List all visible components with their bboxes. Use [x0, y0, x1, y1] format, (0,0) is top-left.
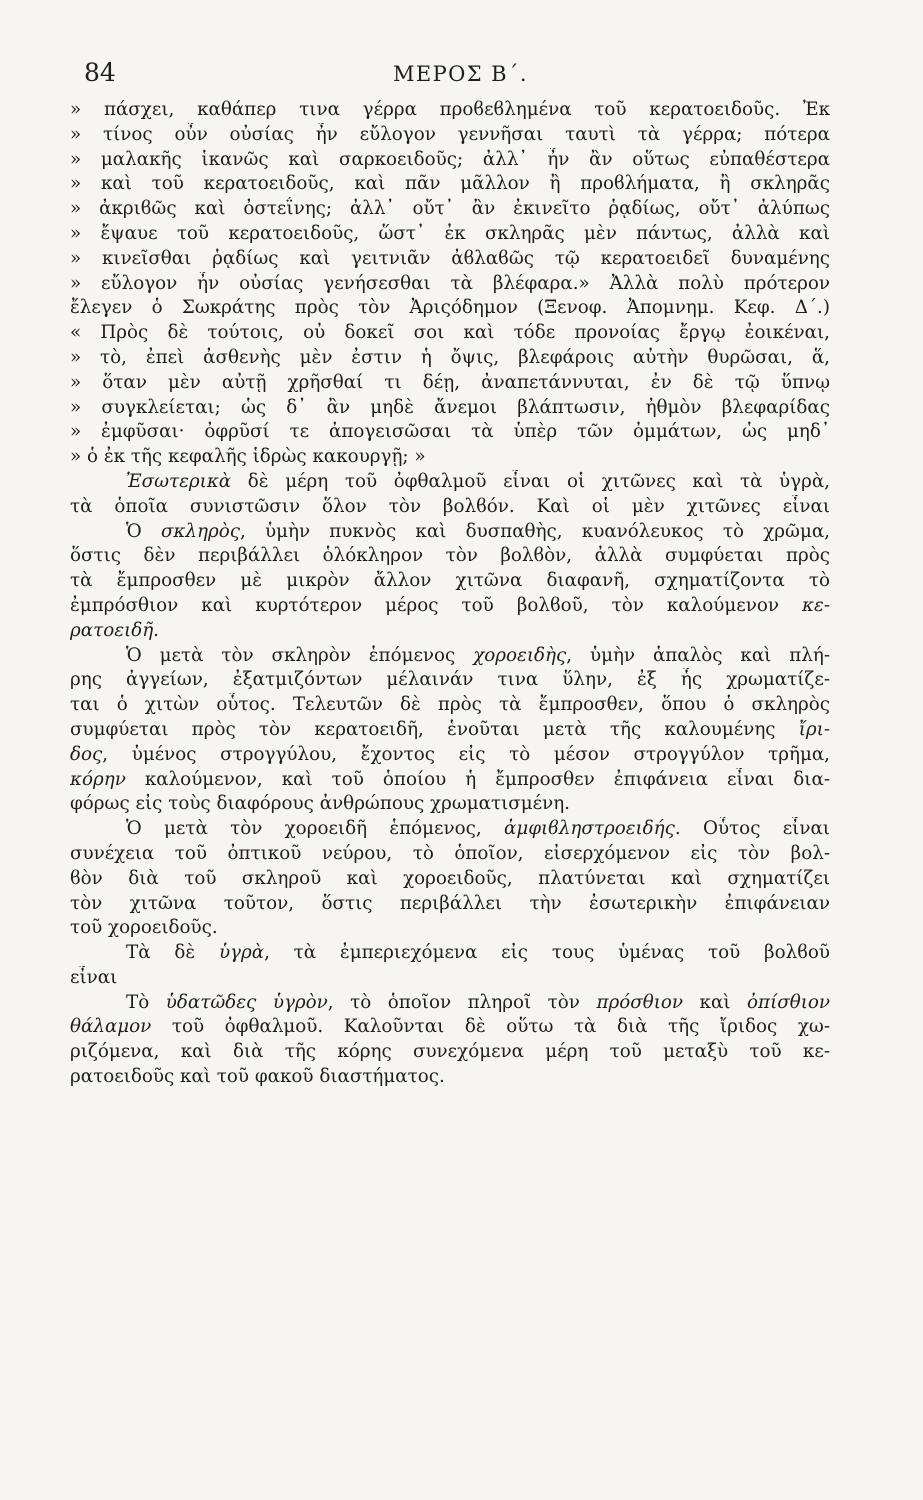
text-span: , ὑμὴν ἁπαλὸς καὶ πλή-: [566, 644, 830, 666]
text-span: , τὸ ὁποῖον πληροῖ τὸν: [327, 991, 597, 1013]
text-line: ρης ἀγγείων, ἐξατμιζόντων μέλαινάν τινα ὕλην, ἐξ ἧς χρωματίζε-: [70, 669, 830, 691]
paragraph-first-line: [70, 817, 830, 842]
text-span: Ὁ μετὰ τὸν σκληρὸν ἑπόμενος: [126, 644, 474, 666]
text-line: » τὸ, ἐπεὶ ἀσθενὴς μὲν ἐστιν ἡ ὄψις, βλεφάροις αὐτὴν θυρῶσαι, ἅ,: [70, 346, 830, 368]
text-line: [70, 768, 830, 793]
text-line: [70, 743, 830, 768]
text-span: . Οὗτος εἶναι: [674, 818, 830, 840]
text-line: συνέχεια τοῦ ὀπτικοῦ νεύρου, τὸ ὁποῖον, εἰσερχόμενον εἰς τὸν βολ-: [70, 842, 830, 864]
text-line: » ἔψαυε τοῦ κερατοειδοῦς, ὥστ᾽ ἐκ σκληρᾶς μὲν πάντως, ἀλλὰ καὶ: [70, 222, 830, 244]
italic-term: ὑγρὰ: [218, 942, 265, 964]
text-span: καὶ: [683, 991, 748, 1013]
text-line: » κινεῖσθαι ῥᾳδίως καὶ γειτνιᾶν ἀϐλαϐῶς τῷ κερατοειδεῖ δυναμένης: [70, 247, 830, 269]
text-line: » ἀκριϐῶς καὶ ὀστεΐνης; ἀλλ᾽ οὔτ᾽ ἂν ἐκινεῖτο ῥᾳδίως, οὔτ᾽ ἀλύπως: [70, 198, 830, 220]
text-line: ρατοειδοῦς καὶ τοῦ φακοῦ διαστήματος.: [70, 1066, 445, 1088]
text-span: Τὰ δὲ: [126, 942, 219, 964]
text-span: δὲ μέρη τοῦ ὀφθαλμοῦ εἶναι οἱ χιτῶνες καὶ τὰ ὑγρὰ,: [231, 470, 830, 492]
text-line: » μαλακῆς ἱκανῶς καὶ σαρκοειδοῦς; ἀλλ᾽ ἦν ἂν οὕτως εὐπαθέστερα: [70, 148, 830, 170]
italic-term: πρόσθιον: [596, 991, 683, 1013]
paragraph-first-line: [70, 520, 830, 545]
text-line: » συγκλείεται; ὡς δ᾽ ἂν μηδὲ ἄνεμοι βλάπτωσιν, ἠθμὸν βλεφαρίδας: [70, 396, 830, 418]
text-line: » ὁ ἐκ τῆς κεφαλῆς ἱδρὼς κακουργῇ; »: [70, 446, 426, 468]
text-line: » ὅταν μὲν αὐτῇ χρῆσθαί τι δέῃ, ἀναπετάννυται, ἐν δὲ τῷ ὕπνῳ: [70, 371, 830, 393]
italic-term: κε-: [802, 594, 830, 616]
page-header: [0, 58, 923, 92]
paragraph-first-line: [70, 470, 830, 495]
italic-term: σκληρὸς: [160, 520, 240, 542]
paragraph-first-line: [70, 644, 830, 669]
italic-term: κόρην: [70, 768, 126, 790]
text-line: ϐὸν διὰ τοῦ σκληροῦ καὶ χοροειδοῦς, πλατύνεται καὶ σχηματίζει: [70, 867, 830, 889]
text-line: τοῦ χοροειδοῦς.: [70, 917, 218, 939]
text-line: τὰ ὁποῖα συνιστῶσιν ὅλον τὸν βολϐόν. Καὶ οἱ μὲν χιτῶνες εἶναι: [70, 495, 830, 517]
text-line: » ἐμφῦσαι· ὀφρῦσί τε ἀπογεισῶσαι τὰ ὑπὲρ τῶν ὀμμάτων, ὡς μηδ᾽: [70, 421, 830, 443]
italic-term: ὑδατῶδες ὑγρὸν: [165, 991, 328, 1013]
italic-term: θάλαμον: [70, 1016, 152, 1038]
italic-term: χοροειδὴς: [473, 644, 567, 666]
italic-term: ρατοειδῆ.: [70, 619, 159, 641]
text-line: ὅστις δὲν περιβάλλει ὁλόκληρον τὸν βολϐὸν, ἀλλὰ συμφύεται πρὸς: [70, 545, 830, 567]
text-line: [70, 1015, 830, 1040]
body-text: [70, 98, 830, 1090]
text-span: , ὑμὴν πυκνὸς καὶ δυσπαθὴς, κυανόλευκος τὸ χρῶμα,: [239, 520, 830, 542]
text-line: ριζόμενα, καὶ διὰ τῆς κόρης συνεχόμενα μέρη τοῦ μεταξὺ τοῦ κε-: [70, 1041, 830, 1063]
text-span: καλούμενον, καὶ τοῦ ὁποίου ἡ ἔμπροσθεν ἐπιφάνεια εἶναι δια-: [125, 768, 830, 790]
text-span: , τὰ ἐμπεριεχόμενα εἰς τους ὑμένας τοῦ βολϐοῦ: [264, 942, 830, 964]
page-number: 84: [84, 58, 116, 87]
text-line: » εὔλογον ἦν οὐσίας γενήσεσθαι τὰ βλέφαρα.» Ἀλλὰ πολὺ πρότερον: [70, 272, 830, 294]
text-line: εἶναι: [70, 966, 118, 988]
running-title: ΜΕΡΟΣ Β΄.: [393, 62, 528, 86]
text-line: ἔλεγεν ὁ Σωκράτης πρὸς τὸν Ἀριςόδημον (Ξενοφ. Ἀπομνημ. Κεφ. Δ΄.): [70, 297, 830, 319]
paragraph-first-line: [70, 991, 830, 1016]
text-line: ται ὁ χιτὼν οὗτος. Τελευτῶν δὲ πρὸς τὰ ἔμπροσθεν, ὅπου ὁ σκληρὸς: [70, 694, 830, 716]
text-span: Τὸ: [126, 991, 166, 1013]
text-line: » πάσχει, καθάπερ τινα γέρρα προϐεϐλημένα τοῦ κερατοειδοῦς. Ἐκ: [70, 99, 830, 120]
italic-term: δος: [70, 743, 103, 765]
text-line: « Πρὸς δὲ τούτοις, οὐ δοκεῖ σοι καὶ τόδε προνοίας ἔργῳ ἐοικέναι,: [70, 322, 830, 344]
text-line: [70, 718, 830, 743]
italic-term: ὀπίσθιον: [747, 991, 830, 1013]
italic-term: ἴρι-: [798, 718, 830, 740]
text-line: » καὶ τοῦ κερατοειδοῦς, καὶ πᾶν μᾶλλον ἢ προϐλήματα, ἢ σκληρᾶς: [70, 173, 830, 195]
text-span: ἐμπρόσθιον καὶ κυρτότερον μέρος τοῦ βολϐοῦ, τὸν καλούμενον: [70, 594, 803, 616]
text-span: τοῦ ὀφθαλμοῦ. Καλοῦνται δὲ οὕτω τὰ διὰ τῆς ἴριδος χω-: [151, 1016, 830, 1038]
text-line: τὸν χιτῶνα τοῦτον, ὅστις περιβάλλει τὴν ἐσωτερικὴν ἐπιφάνειαν: [70, 892, 830, 914]
text-line: [70, 619, 830, 644]
italic-term: Ἐσωτερικὰ: [126, 470, 232, 492]
text-span: Ὁ: [126, 520, 161, 542]
italic-term: ἀμφιϐληστροειδής: [503, 818, 675, 840]
text-span: , ὑμένος στρογγύλου, ἔχοντος εἰς τὸ μέσον στρογγύλον τρῆμα,: [102, 743, 830, 765]
text-line: » τίνος οὖν οὐσίας ἦν εὔλογον γεννῆσαι ταυτὶ τὰ γέρρα; πότερα: [70, 123, 830, 145]
text-span: Ὁ μετὰ τὸν χοροειδῆ ἑπόμενος,: [126, 818, 504, 840]
text-span: συμφύεται πρὸς τὸν κερατοειδῆ, ἑνοῦται μετὰ τῆς καλουμένης: [70, 718, 799, 740]
text-line: τὰ ἔμπροσθεν μὲ μικρὸν ἄλλον χιτῶνα διαφανῆ, σχηματίζοντα τὸ: [70, 570, 830, 592]
paragraph-first-line: [70, 941, 830, 966]
text-line: φόρως εἰς τοὺς διαφόρους ἀνθρώπους χρωματισμένη.: [70, 793, 570, 815]
text-line: [70, 594, 830, 619]
